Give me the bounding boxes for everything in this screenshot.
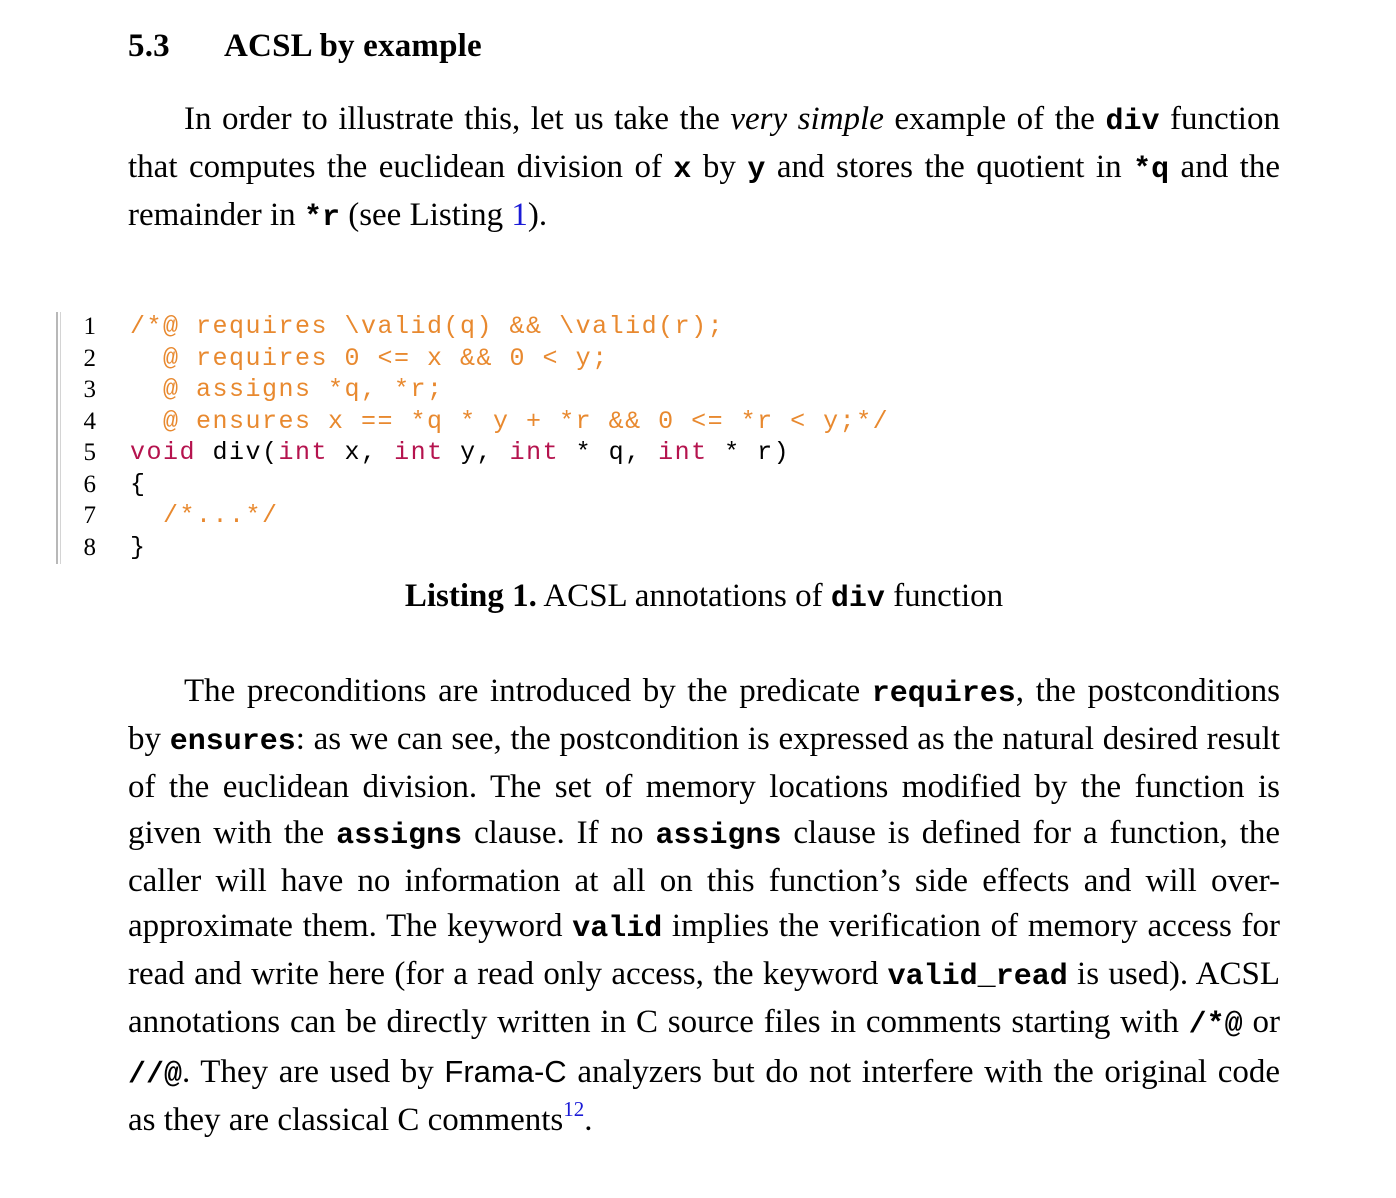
code-block-comment-start: /*@ xyxy=(1188,1008,1243,1043)
code-token: * q, xyxy=(559,438,659,467)
line-number: 2 xyxy=(83,344,96,372)
code-token: * r) xyxy=(707,438,791,467)
line-number: 1 xyxy=(83,313,96,340)
code-text xyxy=(130,343,609,375)
code-token: int xyxy=(278,438,329,467)
code-token: void xyxy=(130,438,197,467)
code-token: @ requires 0 <= x && 0 < y; xyxy=(130,343,609,373)
caption-code: div xyxy=(830,582,885,616)
line-number: 5 xyxy=(83,439,96,466)
frama-c-name: Frama-C xyxy=(444,1053,567,1089)
code-line-comment-start: //@ xyxy=(128,1057,183,1092)
code-token: y, xyxy=(443,438,510,467)
code-token: int xyxy=(658,438,708,467)
code-text xyxy=(130,374,444,406)
code-text xyxy=(130,437,790,469)
code-div: div xyxy=(1105,105,1160,139)
code-x: x xyxy=(673,153,692,188)
code-text xyxy=(130,500,279,532)
code-y: y xyxy=(747,153,766,188)
code-valid: valid xyxy=(572,912,663,947)
section-title: ACSL by example xyxy=(224,28,482,64)
line-number: 8 xyxy=(83,533,96,561)
listing-reference-link[interactable]: 1 xyxy=(511,197,528,234)
code-token: int xyxy=(509,438,560,467)
code-assigns-2: assigns xyxy=(655,818,782,853)
code-valid-read: valid_read xyxy=(887,960,1068,995)
body-paragraph: The preconditions are introduced by the predicate requires, the postconditions by ensures: as we can see, the postcondition is expressed as the natural desired result of the euclidean division. The set of memory locations modified by the function is given with the assigns clause. If no assigns clause is defined for a function, the caller will have no information at all on this function’s side effects and will over-approximate them. The keyword valid implies the verification of memory access for read and write here (for a read only access, the keyword valid_read is used). ACSL annotations can be directly written in C source files in comments starting with /*@ or //@. They are used by Frama-C analyzers but do not interfere with the original code as they are classical C comments$^{12}$. xyxy=(128,673,1281,1138)
code-token: int xyxy=(394,438,444,467)
section-heading xyxy=(128,28,482,65)
code-text xyxy=(130,406,889,438)
code-token: @ assigns *q, *r; xyxy=(130,375,444,404)
code-q: *q xyxy=(1133,153,1170,188)
intro-paragraph: In order to illustrate this, let us take the very simple example of the div function that computes the euclidean division of x by y and stores the quotient in *q and the remainder in *r (see Listing 1). xyxy=(128,101,1280,236)
code-token: x, xyxy=(328,438,395,467)
section-number: 5.3 xyxy=(128,28,170,64)
listing-caption: Listing 1. ACSL annotations of div function xyxy=(404,578,1004,616)
line-number: 7 xyxy=(83,502,96,529)
code-token: /*@ requires \valid(q) && \valid(r); xyxy=(130,312,725,341)
code-text xyxy=(130,311,724,343)
code-token: /*...*/ xyxy=(130,501,279,530)
line-number: 6 xyxy=(83,470,96,498)
code-token: { xyxy=(130,469,147,499)
code-text xyxy=(130,532,147,564)
code-token: div( xyxy=(196,438,279,467)
code-ensures: ensures xyxy=(169,725,296,760)
listing-frame-line xyxy=(56,312,58,564)
code-r: *r xyxy=(303,201,340,236)
code-token: } xyxy=(130,532,147,562)
caption-label: Listing 1. xyxy=(404,578,537,614)
code-assigns: assigns xyxy=(336,818,463,853)
line-number: 4 xyxy=(83,407,96,435)
code-token: @ ensures x == *q * y + *r && 0 <= *r < y;*/ xyxy=(130,406,890,436)
line-number: 3 xyxy=(83,376,96,403)
emphasis: very simple xyxy=(730,101,884,137)
footnote-marker-link[interactable]: 12 xyxy=(563,1096,585,1121)
code-requires: requires xyxy=(871,677,1016,711)
code-text xyxy=(130,469,147,501)
